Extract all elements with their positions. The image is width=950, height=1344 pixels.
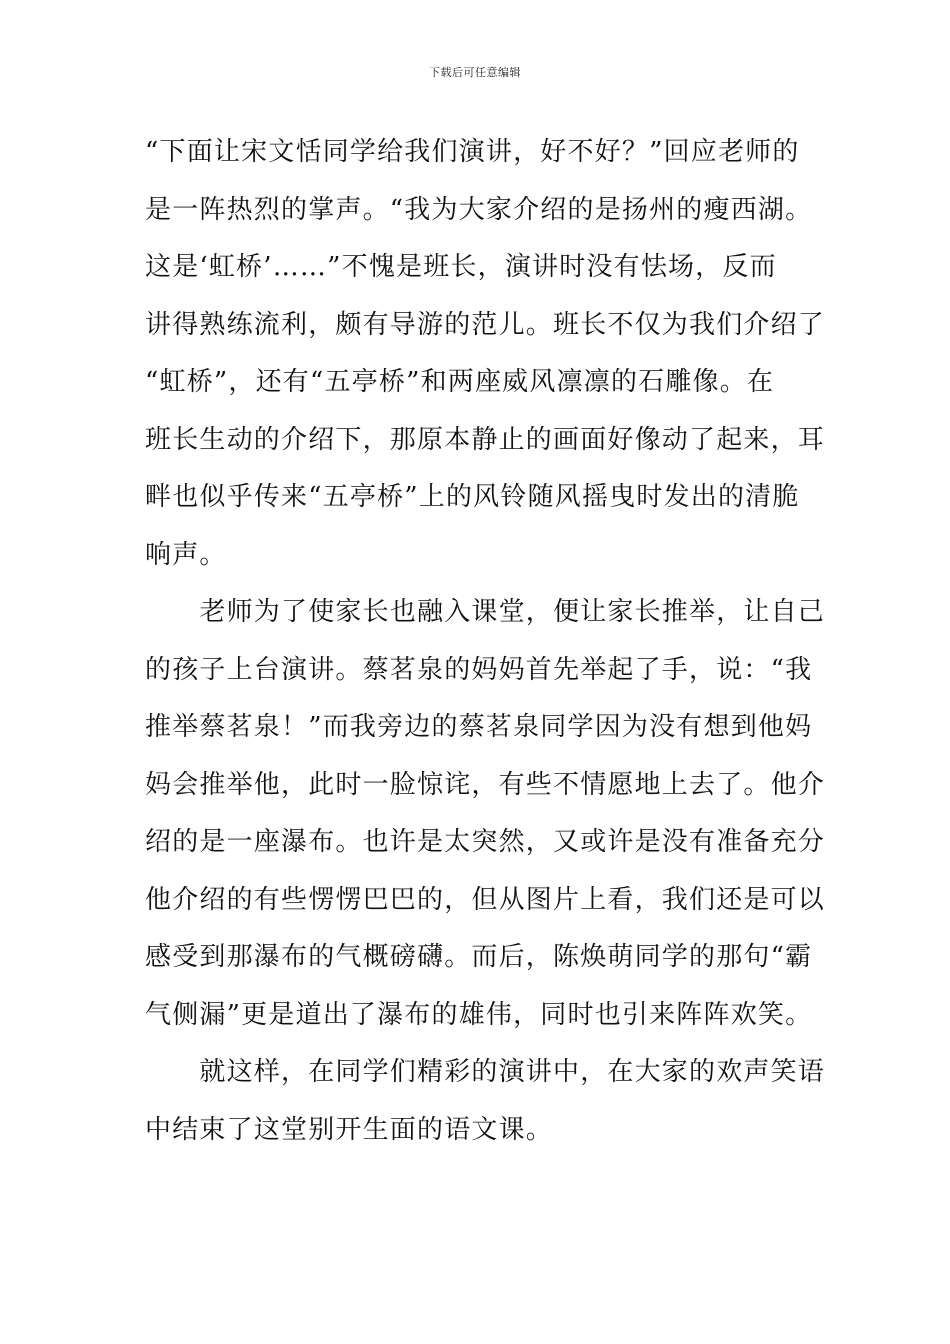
text-line: 响声。 xyxy=(145,539,227,570)
document-body xyxy=(145,130,826,1165)
text-line: 推举蔡茗泉！”而我旁边的蔡茗泉同学因为没有想到他妈 xyxy=(145,712,813,742)
text-line: 他介绍的有些愣愣巴巴的，但从图片上看，我们还是可以 xyxy=(145,884,826,915)
text-line: 妈会推举他，此时一脸惊诧，有些不情愿地上去了。他介 xyxy=(145,769,826,800)
text-line: “下面让宋文恬同学给我们演讲，好不好？”回应老师的 xyxy=(145,137,800,167)
text-line: 老师为了使家长也融入课堂，便让家长推举，让自己 xyxy=(145,597,826,627)
text-line: 这是‘虹桥’……”不愧是班长，演讲时没有怯场，反而 xyxy=(145,252,777,282)
text-line: 是一阵热烈的掌声。“我为大家介绍的是扬州的瘦西湖。 xyxy=(145,194,813,225)
text-line: 中结束了这堂别开生面的语文课。 xyxy=(145,1114,554,1145)
text-line: “虹桥”，还有“五亭桥”和两座威风凛凛的石雕像。在 xyxy=(145,367,775,397)
text-line: 的孩子上台演讲。蔡茗泉的妈妈首先举起了手，说：“我 xyxy=(145,654,813,685)
text-line: 讲得熟练流利，颇有导游的范儿。班长不仅为我们介绍了 xyxy=(145,309,826,340)
text-line: 班长生动的介绍下，那原本静止的画面好像动了起来，耳 xyxy=(145,424,826,455)
text-line: 畔也似乎传来“五亭桥”上的风铃随风摇曳时发出的清脆 xyxy=(145,482,800,512)
text-line: 绍的是一座瀑布。也许是太突然，又或许是没有准备充分 xyxy=(145,827,826,857)
text-line: 感受到那瀑布的气概磅礴。而后，陈焕萌同学的那句“霸 xyxy=(145,942,813,972)
text-line: 就这样，在同学们精彩的演讲中，在大家的欢声笑语 xyxy=(145,1057,826,1087)
page-header-note: 下载后可任意编辑 xyxy=(429,66,521,79)
text-line: 气侧漏”更是道出了瀑布的雄伟，同时也引来阵阵欢笑。 xyxy=(145,999,813,1030)
